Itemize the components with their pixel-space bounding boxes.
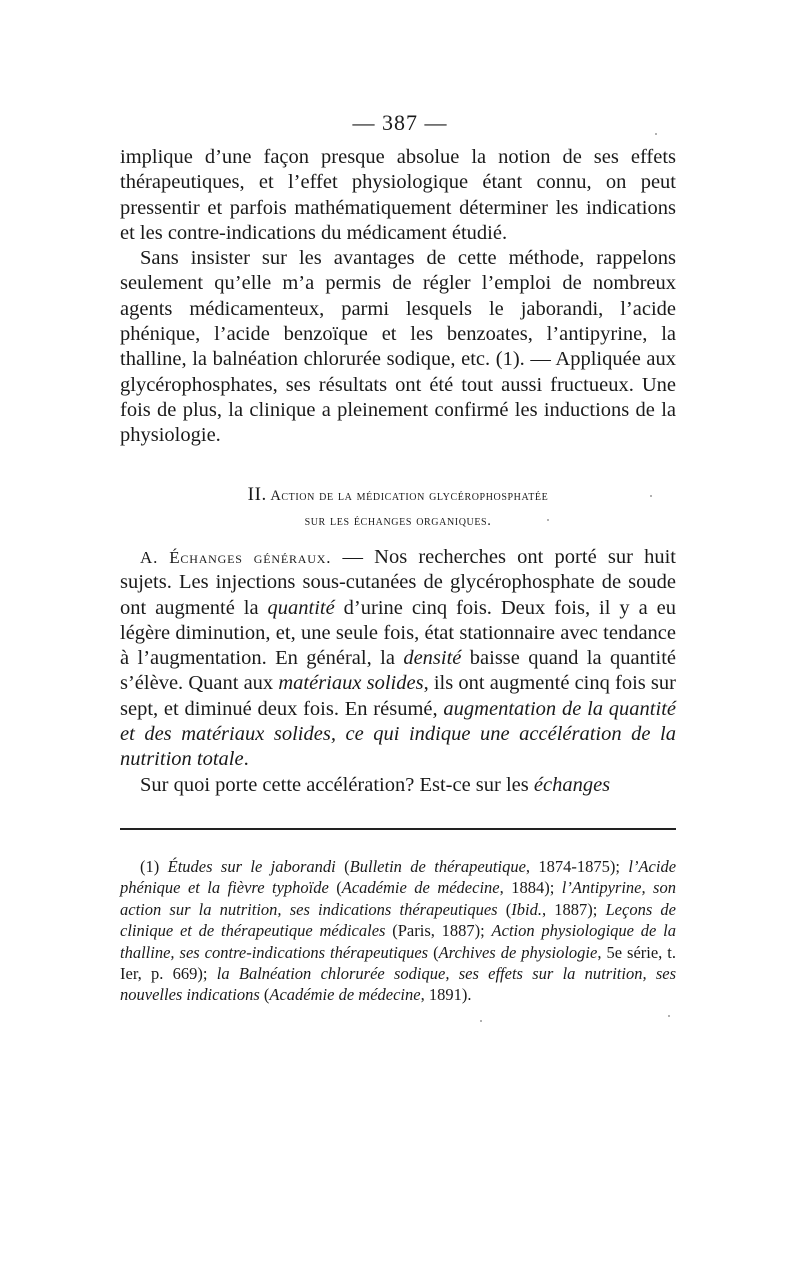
subsection-italic-materiaux: matériaux solides	[278, 672, 424, 695]
body-text-upper	[120, 145, 676, 449]
scan-speck	[655, 133, 657, 135]
question-text: Sur quoi porte cette accélération? Est-ce sur les	[140, 773, 534, 796]
paragraph-continuation: implique d’une façon presque absolue la notion de ses effets thérapeutiques, et l’effet physiologique étant connu, on peut pressentir et parfois mathématiquement déterminer les indications et les contre-indications du médicament étudié.	[120, 146, 676, 244]
scan-speck	[480, 1020, 482, 1022]
footnote-title-thalline: Action physiologique de la thalline, ses contre-indications thérapeutiques	[120, 921, 676, 962]
footnote-rule	[120, 828, 676, 830]
subsection-text-1: — Nos recherches ont porté sur huit sujets. Les injections sous-cutanées de glycérophosphate de soude ont augmenté la	[120, 546, 676, 619]
section-title-1: Action de la médication glycérophosphatée	[270, 488, 549, 504]
scan-speck	[668, 1015, 670, 1017]
footnote-sep: (	[259, 985, 270, 1005]
subsection-text-3: baisse quand la quantité s’élève. Quant aux	[120, 647, 676, 695]
footnote-title-lecons: Leçons de clinique et de thérapeutique médicales	[120, 899, 676, 941]
paragraph-question	[120, 773, 676, 798]
paragraph-method: Sans insister sur les avantages de cette méthode, rappelons seulement qu’elle m’a permis de régler l’emploi de nombreux agents médicamenteux, parmi lesquels le jaborandi, l’acide phénique, l’acide benzoïque et les benzoates, l’antipyrine, la thalline, la balnéation chlorurée sodique, etc. (1). — Appliquée aux glycérophosphates, ses résultats ont été tout aussi fructueux. Une fois de plus, la clinique a pleinement confirmé les inductions de la physiologie.	[120, 247, 676, 447]
page-number: — 387 —	[352, 110, 448, 135]
scan-speck	[650, 495, 652, 497]
footnote-source-archives: Archives de physiologie	[438, 942, 598, 962]
footnote-number: (1)	[140, 857, 168, 876]
footnote-date: , 1884);	[499, 878, 562, 898]
subsection-text-4: , ils ont augmenté cinq fois sur sept, et diminué deux fois. En résumé,	[120, 672, 676, 720]
footnote	[120, 856, 676, 1006]
footnote-source-bulletin: Bulletin de thérapeutique	[349, 857, 526, 876]
footnote-date: , 1891).	[420, 985, 472, 1005]
footnote-ref: , 5e série, t. Ier, p. 669);	[120, 942, 676, 984]
footnote-sep: (	[497, 899, 512, 919]
footnote-date: (Paris, 1887);	[385, 921, 492, 941]
section-heading-line-1	[120, 482, 676, 509]
footnote-date: , 1874-1875);	[525, 857, 629, 876]
subsection-italic-quantite: quantité	[267, 596, 335, 619]
section-heading	[120, 482, 676, 534]
subsection-label: A. Échanges généraux.	[140, 548, 332, 567]
subsection-text-2: d’urine cinq fois. Deux fois, il y a eu légère diminution, et, une seule fois, état stationnaire avec tendance à l’augmentation. En général, la	[120, 596, 676, 670]
section-number: II.	[247, 484, 267, 505]
footnote-date: , 1887);	[541, 899, 606, 919]
footnote-sep: (	[428, 942, 439, 962]
footnote-sep: (	[328, 878, 342, 898]
section-title-2: sur les échanges organiques.	[304, 513, 492, 529]
scan-speck	[547, 519, 549, 521]
subsection-italic-densite: densité	[403, 647, 462, 670]
subsection-text-5: .	[243, 748, 249, 771]
footnote-title-jaborandi: Études sur le jaborandi	[167, 857, 336, 876]
footnote-source-academie-2: Académie de médecine	[269, 985, 421, 1005]
footnote-source-ibid: Ibid.	[511, 899, 542, 919]
footnote-sep: (	[335, 857, 350, 876]
body-text-lower	[120, 545, 676, 798]
question-italic-echanges: échanges	[533, 773, 611, 796]
paragraph-echanges	[120, 545, 676, 773]
footnote-source-academie: Académie de médecine	[341, 878, 500, 898]
footnote-title-balneation: la Balnéation chlorurée sodique, ses effets sur la nutrition, ses nouvelles indications	[120, 964, 677, 1005]
footnote-title-antipyrine: l’Antipyrine, son action sur la nutrition, ses indications thérapeutiques	[120, 878, 676, 919]
footnote-title-acide: l’Acide phénique et la fièvre typhoïde	[120, 857, 677, 898]
subsection-italic-resume: augmentation de la quantité et des matériaux solides, ce qui indique une accélération de la nutrition totale	[120, 697, 676, 771]
section-heading-line-2	[120, 509, 676, 534]
